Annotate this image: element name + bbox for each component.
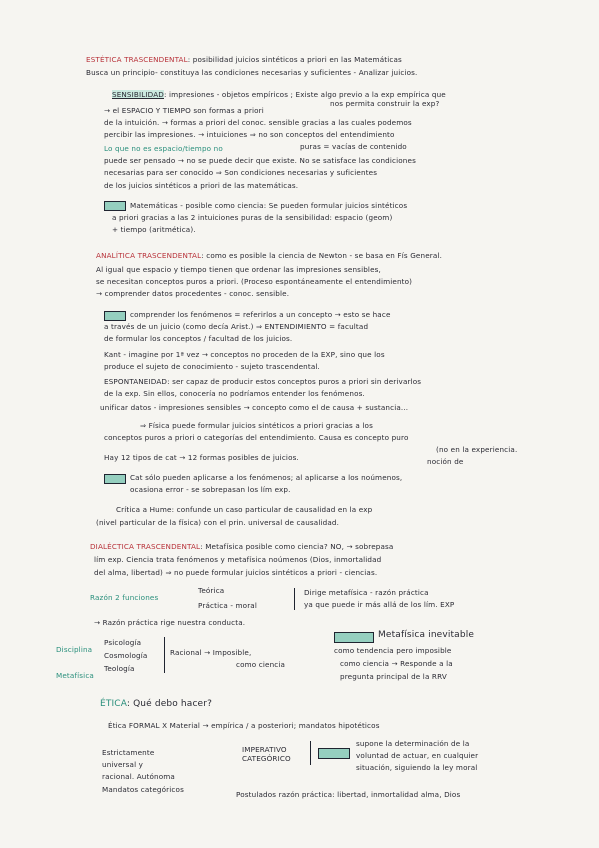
- disciplina-label-2: Metafísica: [56, 671, 94, 680]
- analitica-line-12c: noción de: [427, 457, 464, 466]
- razon-practica: Práctica - moral: [198, 601, 258, 610]
- estetica-intro: : posibilidad juicios sintéticos a priori en las Matemáticas: [187, 55, 402, 64]
- box2-line-b: a través de un juicio (como decía Arist.) ⇒ ENTENDIMIENTO = facultad: [104, 322, 369, 331]
- disciplina-item-2: Cosmología: [104, 651, 148, 660]
- razon-divider: [294, 588, 295, 610]
- etica-left-4: Mandatos categóricos: [102, 785, 184, 794]
- disciplina-item-1: Psicología: [104, 638, 142, 647]
- estetica-line-5: → el ESPACIO Y TIEMPO son formas a priori: [104, 106, 264, 115]
- imperativo-label: IMPERATIVO CATEGÓRICO: [242, 745, 291, 763]
- analitica-line-12b: (no en la experiencia.: [436, 445, 518, 454]
- disciplina-brace: [158, 637, 165, 673]
- analitica-line-11: conceptos puros a priori o categorías del entendimiento. Causa es concepto puro: [104, 433, 409, 442]
- etica-left-1: Estrictamente: [102, 748, 155, 757]
- etica-heading: ÉTICA: [100, 699, 127, 709]
- analitica-line-14: (nivel particular de la física) con el prin. universal de causalidad.: [96, 518, 340, 527]
- estetica-line-4: nos permita construir la exp?: [330, 99, 440, 108]
- postulados: Postulados razón práctica: libertad, inmortalidad alma, Dios: [236, 790, 461, 799]
- box1-line-c: + tiempo (aritmética).: [112, 225, 196, 234]
- sensibilidad-text: : impresiones - objetos empíricos ; Existe algo previo a la exp empírica que: [164, 90, 446, 99]
- highlight-box-3: [104, 474, 126, 484]
- analitica-line-1: [96, 251, 442, 260]
- razon-teorica-note-b: ya que puede ir más allá de los lím. EXP: [304, 600, 455, 609]
- estetica-line-1: [86, 55, 402, 64]
- box1-line-a: Matemáticas - posible como ciencia: Se pueden formular juicios sintéticos: [130, 201, 408, 210]
- analitica-line-8: de la exp. Sin ellos, conocería no podríamos entender los fenómenos.: [104, 389, 365, 398]
- analitica-line-9: unificar datos - impresiones sensibles → concepto como el de causa + sustancia...: [100, 403, 409, 412]
- dialectica-heading: DIALÉCTICA TRASCENDENTAL: [90, 542, 201, 551]
- analitica-line-7: ESPONTANEIDAD: ser capaz de producir estos conceptos puros a priori sin derivarlos: [104, 377, 422, 386]
- metafisica-title: Metafísica inevitable: [378, 630, 475, 640]
- estetica-line-9: puede ser pensado → no se puede decir que existe. No se satisface las condiciones: [104, 156, 416, 165]
- analitica-line-4: → comprender datos procedentes - conoc. sensible.: [96, 289, 290, 298]
- etica-left-2: universal y: [102, 760, 144, 769]
- estetica-line-8a: Lo que no es espacio/tiempo no: [104, 144, 223, 153]
- razon-teorica: Teórica: [198, 586, 225, 595]
- etica-line-1: [100, 700, 212, 709]
- estetica-line-8b: puras = vacías de contenido: [300, 142, 407, 151]
- box1-line-b: a priori gracias a las 2 intuiciones puras de la sensibilidad: espacio (geom): [112, 213, 393, 222]
- dialectica-line-2: lím exp. Ciencia trata fenómenos y metafísica noúmenos (Dios, inmortalidad: [94, 555, 382, 564]
- analitica-line-2: Al igual que espacio y tiempo tienen que ordenar las impresiones sensibles,: [96, 265, 381, 274]
- racional-text-2: como ciencia: [236, 660, 286, 669]
- analitica-line-6: produce el sujeto de conocimiento - sujeto trascendental.: [104, 362, 320, 371]
- razon-teorica-note-a: Dirige metafísica - razón práctica: [304, 588, 429, 597]
- analitica-line-5: Kant - imagine por 1ª vez → conceptos no proceden de la EXP, sino que los: [104, 350, 385, 359]
- metafisica-line-d: pregunta principal de la RRV: [340, 672, 447, 681]
- highlight-box-1: [104, 201, 126, 211]
- imperativo-divider: [310, 741, 311, 765]
- estetica-line-11: de los juicios sintéticos a priori de las matemáticas.: [104, 181, 299, 190]
- estetica-line-7: percibir las impresiones. → intuiciones ⇒ no son conceptos del entendimiento: [104, 130, 395, 139]
- box3-line-a: Cat sólo pueden aplicarse a los fenómenos; al aplicarse a los noúmenos,: [130, 473, 403, 482]
- highlight-box-2: [104, 311, 126, 321]
- analitica-intro: : como es posible la ciencia de Newton - se basa en Fís General.: [201, 251, 443, 260]
- etica-left-3: racional. Autónoma: [102, 772, 175, 781]
- estetica-line-6: de la intuición. → formas a priori del conoc. sensible gracias a las cuales podemos: [104, 118, 412, 127]
- etica-formal: Ética FORMAL X Material → empírica / a posteriori; mandatos hipotéticos: [108, 721, 380, 730]
- estetica-line-2: Busca un principio- constituya las condiciones necesarias y suficientes - Analizar juicios.: [86, 68, 418, 77]
- analitica-line-10: ⇒ Física puede formular juicios sintéticos a priori gracias a los: [140, 421, 373, 430]
- analitica-line-3: se necesitan conceptos puros a priori. (Proceso espontáneamente el entendimiento): [96, 277, 413, 286]
- dialectica-line-3: del alma, libertad) ⇒ no puede formular juicios sintéticos a priori - ciencias.: [94, 568, 378, 577]
- estetica-line-10: necesarias para ser conocido ⇒ Son condiciones necesarias y suficientes: [104, 168, 378, 177]
- estetica-heading: ESTÉTICA TRASCENDENTAL: [86, 55, 188, 64]
- disciplina-item-3: Teología: [104, 664, 135, 673]
- imperativo-line-a: supone la determinación de la: [356, 739, 470, 748]
- analitica-heading: ANALÍTICA TRASCENDENTAL: [96, 251, 202, 260]
- dialectica-line-4: → Razón práctica rige nuestra conducta.: [94, 618, 246, 627]
- metafisica-line-b: como tendencia pero imposible: [334, 646, 452, 655]
- imperativo-line-c: situación, siguiendo la ley moral: [356, 763, 478, 772]
- box2-line-a: comprender los fenómenos = referirlos a un concepto → esto se hace: [130, 310, 391, 319]
- box2-line-c: de formular los conceptos / facultad de los juicios.: [104, 334, 293, 343]
- imperativo-line-b: voluntad de actuar, en cualquier: [356, 751, 479, 760]
- highlight-box-4: [334, 632, 374, 643]
- racional-text: Racional → Imposible,: [170, 648, 252, 657]
- razon-label: Razón 2 funciones: [90, 593, 159, 602]
- metafisica-line-c: como ciencia → Responde a la: [340, 659, 453, 668]
- etica-question: : Qué debo hacer?: [126, 699, 213, 709]
- dialectica-intro: : Metafísica posible como ciencia? NO, → sobrepasa: [200, 542, 394, 551]
- dialectica-line-1: [90, 542, 393, 551]
- sensibilidad-label: SENSIBILIDAD: [112, 90, 164, 99]
- box3-line-b: ocasiona error - se sobrepasan los lím exp.: [130, 485, 291, 494]
- analitica-line-12: Hay 12 tipos de cat → 12 formas posibles de juicios.: [104, 453, 299, 462]
- highlight-box-5: [318, 748, 350, 759]
- disciplina-label-1: Disciplina: [56, 645, 93, 654]
- estetica-line-3: [112, 90, 446, 99]
- analitica-line-13: Crítica a Hume: confunde un caso particular de causalidad en la exp: [116, 505, 373, 514]
